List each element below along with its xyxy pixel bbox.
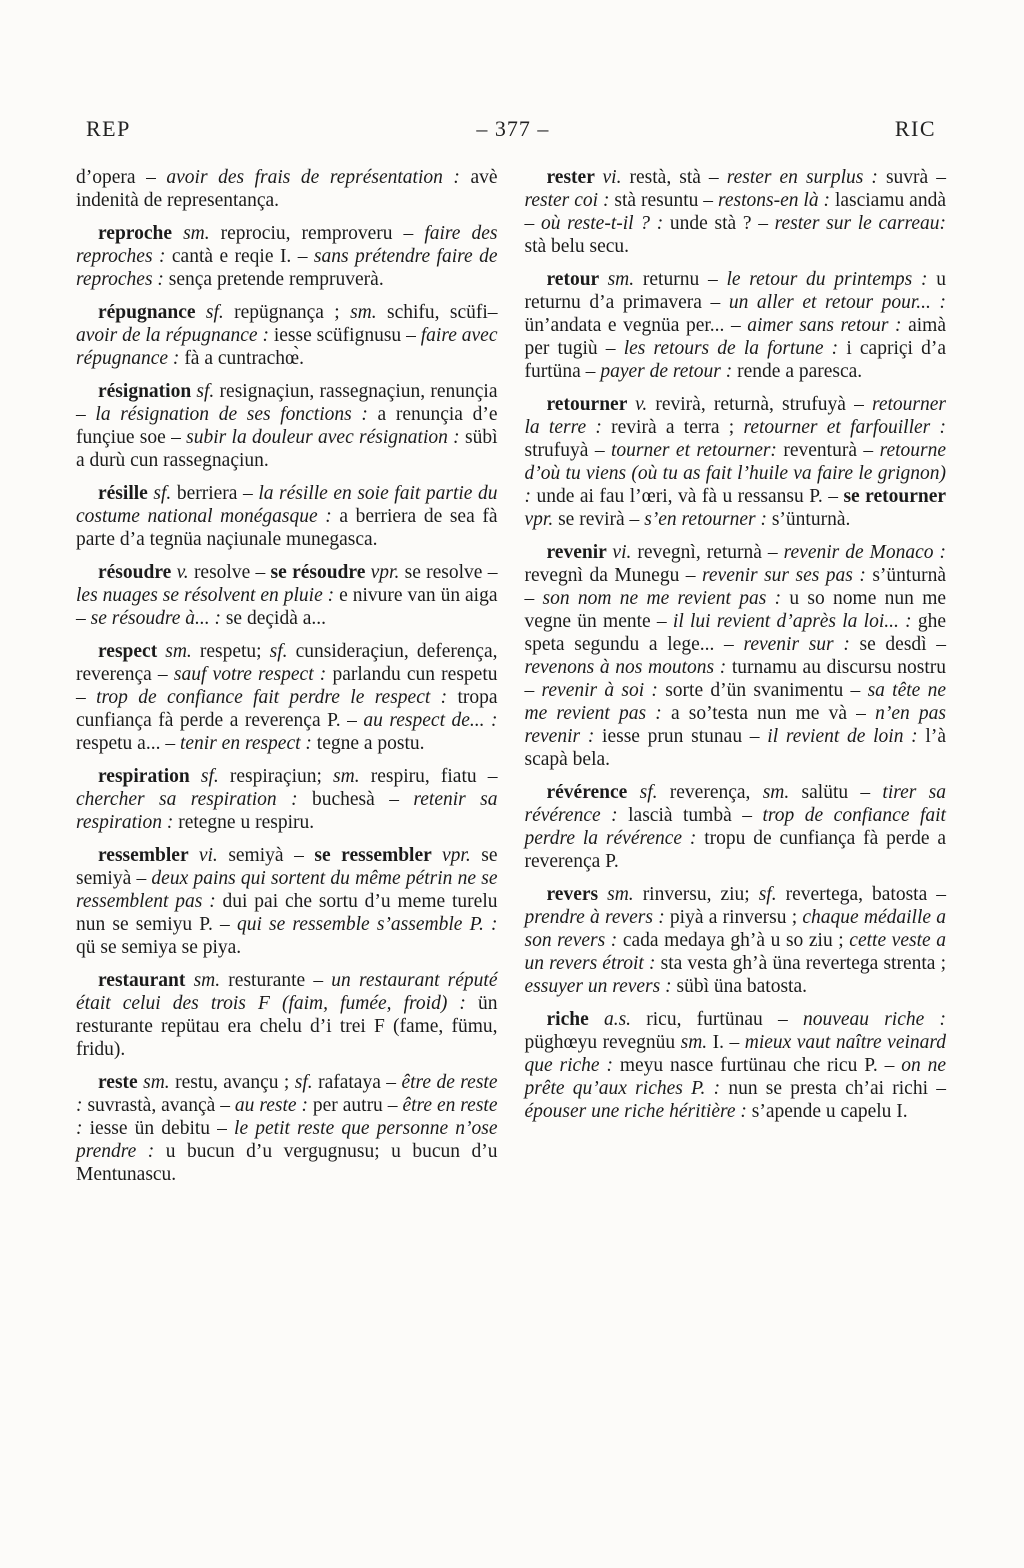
french-phrase: aimer sans retour :	[747, 315, 909, 336]
monegasque-text: repügnança ;	[234, 302, 351, 323]
monegasque-text: ricu, furtünau –	[646, 1009, 803, 1030]
monegasque-text: l’à scapà bela.	[524, 726, 946, 770]
headword: résille	[98, 483, 154, 504]
headword: rester	[546, 167, 603, 188]
french-phrase: qui se ressemble s’assemble P. :	[236, 914, 498, 935]
french-phrase: sm.	[680, 1032, 713, 1053]
monegasque-text: restu, avançu ;	[175, 1072, 295, 1093]
french-phrase: rester coi :	[524, 190, 615, 211]
french-phrase: sm.	[165, 641, 200, 662]
monegasque-text: a renunçia d’e funçiue soe –	[76, 404, 498, 448]
french-phrase: le petit reste que personne n’ose prendre :	[76, 1118, 498, 1162]
monegasque-text: iesse prun stunau –	[602, 726, 768, 747]
left-column	[76, 166, 498, 1196]
headword: revers	[546, 884, 608, 905]
monegasque-text: returnu –	[642, 269, 727, 290]
entry-resoudre	[76, 561, 498, 630]
french-phrase: faire des reproches :	[76, 223, 498, 267]
french-phrase: un aller et retour pour... :	[728, 292, 946, 313]
french-phrase: a.s.	[603, 1009, 647, 1030]
monegasque-text: d’opera –	[76, 167, 167, 188]
french-phrase: la résignation de ses fonctions :	[95, 404, 378, 425]
french-phrase: les retours de la fortune :	[623, 338, 847, 359]
monegasque-text: reventurà –	[783, 440, 880, 461]
headword: se résoudre	[270, 562, 371, 583]
french-phrase: vpr.	[524, 509, 559, 530]
monegasque-text: parlandu cun respetu –	[76, 664, 498, 708]
monegasque-text: unde stà ? –	[669, 213, 775, 234]
text-columns	[76, 166, 946, 1196]
french-phrase: au reste :	[234, 1095, 313, 1116]
monegasque-text: s’apende u capelu I.	[751, 1101, 908, 1122]
monegasque-text: salütu –	[801, 782, 883, 803]
monegasque-text: nun se presta ch’ai richi –	[728, 1078, 946, 1099]
monegasque-text: ün resturante repütau era chelu d’i trei F (fame, fümu, fridu).	[76, 993, 498, 1060]
monegasque-text: revirà a terra ;	[611, 417, 744, 438]
french-phrase: le retour du printemps :	[726, 269, 937, 290]
monegasque-text: qü se semiya se piya.	[76, 937, 242, 958]
monegasque-text: tegne a postu.	[316, 733, 425, 754]
monegasque-text: ghe speta segundu a lege... –	[524, 611, 946, 655]
monegasque-text: stà resuntu –	[614, 190, 718, 211]
entry-reverence	[525, 781, 947, 873]
french-phrase: sm.	[333, 766, 371, 787]
french-phrase: avoir des frais de représentation :	[166, 167, 471, 188]
french-phrase: vpr.	[370, 562, 405, 583]
monegasque-text: schifu, scüfi–	[386, 302, 498, 323]
monegasque-text: respiraçiun;	[229, 766, 334, 787]
french-phrase: sm.	[183, 223, 221, 244]
headword: respect	[98, 641, 166, 662]
monegasque-text: restà, stà –	[629, 167, 727, 188]
headword: reste	[98, 1072, 144, 1093]
french-phrase: on ne prête qu’aux riches P. :	[524, 1055, 947, 1099]
monegasque-text: unde ai fau l’œri, và fà u ressansu P. –	[536, 486, 844, 507]
french-phrase: il revient de loin :	[767, 726, 926, 747]
monegasque-text: rafataya –	[318, 1072, 402, 1093]
headword: retourner	[546, 394, 636, 415]
french-phrase: avoir de la répugnance :	[76, 325, 274, 346]
monegasque-text: ün’andata e vegnüa per... –	[524, 315, 748, 336]
monegasque-text: dui pai che sortu d’u meme turelu nun se semiyu P. –	[76, 891, 498, 935]
monegasque-text: püghœyu revegnüu	[524, 1032, 681, 1053]
monegasque-text: i capriçi d’a furtüna –	[524, 338, 946, 382]
monegasque-text: reprociu, remproveru –	[220, 223, 425, 244]
french-phrase: revenir à soi :	[541, 680, 666, 701]
entry-resignation	[76, 380, 498, 472]
monegasque-text: e nivure van ün aiga –	[76, 585, 498, 629]
french-phrase: sf.	[196, 381, 220, 402]
guide-word-left: REP	[86, 116, 131, 141]
guide-word-right: RIC	[894, 116, 936, 141]
monegasque-text: cada medaya gh’à u so ziu ;	[622, 930, 850, 951]
page-header	[86, 116, 936, 142]
entry-respect	[76, 640, 498, 755]
monegasque-text: piyà a rinversu ;	[669, 907, 803, 928]
french-phrase: tirer sa révérence :	[524, 782, 946, 826]
headword: reproche	[98, 223, 184, 244]
headword: se retourner	[843, 486, 946, 507]
french-phrase: sm.	[350, 302, 387, 323]
monegasque-text: revegnì da Munegu –	[524, 565, 703, 586]
monegasque-text: iesse ün debitu –	[89, 1118, 235, 1139]
monegasque-text: retegne u respiru.	[178, 812, 315, 833]
french-phrase: il lui revient d’après la loi... :	[672, 611, 918, 632]
french-phrase: chaque médaille a son revers :	[524, 907, 946, 951]
monegasque-text: s’ünturnà –	[524, 565, 946, 609]
french-phrase: se résoudre à... :	[90, 608, 226, 629]
monegasque-text: suvrà –	[885, 167, 946, 188]
headword: riche	[546, 1009, 604, 1030]
french-phrase: retourne d’où tu viens (où tu as fait l’huile va faire le grignon) :	[524, 440, 947, 507]
right-column	[525, 166, 947, 1196]
monegasque-text: turnamu au discursu nostru –	[524, 657, 946, 701]
french-phrase: essuyer un revers :	[524, 976, 677, 997]
headword: révérence	[546, 782, 640, 803]
french-phrase: revenir sur :	[743, 634, 860, 655]
french-phrase: nouveau riche :	[802, 1009, 946, 1030]
french-phrase: sans prétendre faire de reproches :	[76, 246, 498, 290]
french-phrase: épouser une riche héritière :	[524, 1101, 752, 1122]
french-phrase: sf.	[200, 766, 230, 787]
french-phrase: faire avec répugnance :	[76, 325, 498, 369]
french-phrase: s’en retourner :	[644, 509, 772, 530]
entry-rester	[525, 166, 947, 258]
entry-respiration	[76, 765, 498, 834]
french-phrase: cette veste a un revers étroit :	[524, 930, 946, 974]
monegasque-text: avè indenità de representança.	[76, 167, 498, 211]
french-phrase: mieux vaut naître veinard que riche :	[524, 1032, 947, 1076]
french-phrase: être en reste :	[76, 1095, 498, 1139]
monegasque-text: se desdì –	[859, 634, 947, 655]
monegasque-text: I. –	[712, 1032, 745, 1053]
french-phrase: retourner la terre :	[524, 394, 946, 438]
monegasque-text: iesse scüfignusu –	[273, 325, 421, 346]
monegasque-text: berriera –	[176, 483, 259, 504]
monegasque-text: a so’testa nun me và –	[670, 703, 876, 724]
french-phrase: revenir sur ses pas :	[702, 565, 873, 586]
entry-d-opera-continuation	[76, 166, 498, 212]
french-phrase: revenir de Monaco :	[783, 542, 946, 563]
french-phrase: v.	[635, 394, 656, 415]
monegasque-text: a berriera de sea fà parte d’a tegnüa naçiunale munegasca.	[76, 506, 498, 550]
monegasque-text: sübì üna batosta.	[676, 976, 808, 997]
monegasque-text: respetu a... –	[76, 733, 180, 754]
entry-resille	[76, 482, 498, 551]
french-phrase: vi.	[198, 845, 229, 866]
monegasque-text: fà a cuntrachœ̀.	[184, 348, 304, 369]
headword: répugnance	[98, 302, 206, 323]
french-phrase: retenir sa respiration :	[76, 789, 498, 833]
monegasque-text: rinversu, ziu;	[642, 884, 759, 905]
monegasque-text: meyu nasce furtünau che ricu P. –	[619, 1055, 902, 1076]
monegasque-text: u bucun d’u vergugnusu; u bucun d’u Mentunascu.	[76, 1141, 498, 1185]
entry-restaurant	[76, 969, 498, 1061]
monegasque-text: se resolve –	[404, 562, 498, 583]
entry-reproche	[76, 222, 498, 291]
monegasque-text: resolve –	[193, 562, 271, 583]
french-phrase: n’en pas revenir :	[524, 703, 946, 747]
french-phrase: sa tête ne me revient pas :	[524, 680, 947, 724]
entry-revenir	[525, 541, 947, 771]
headword: ressembler	[98, 845, 199, 866]
french-phrase: v.	[176, 562, 194, 583]
monegasque-text: se deçidà a...	[225, 608, 327, 629]
french-phrase: sf.	[269, 641, 296, 662]
monegasque-text: aimà per tugiù –	[524, 315, 946, 359]
monegasque-text: sübì a durù cun rassegnaçiun.	[76, 427, 498, 471]
monegasque-text: sença pretende rempruverà.	[168, 269, 384, 290]
headword: respiration	[98, 766, 201, 787]
french-phrase: prendre à revers :	[524, 907, 670, 928]
french-phrase: tourner et retourner:	[611, 440, 784, 461]
monegasque-text: rende a paresca.	[737, 361, 863, 382]
entry-retourner	[525, 393, 947, 531]
french-phrase: revenons à nos moutons :	[524, 657, 732, 678]
monegasque-text: semiyà –	[228, 845, 315, 866]
monegasque-text: lascià tumbà –	[628, 805, 763, 826]
entry-ressembler	[76, 844, 498, 959]
entry-riche	[525, 1008, 947, 1123]
monegasque-text: cantà e reqie I. –	[171, 246, 314, 267]
monegasque-text: strufuyà –	[524, 440, 611, 461]
headword: résignation	[98, 381, 197, 402]
monegasque-text: per autru –	[312, 1095, 403, 1116]
monegasque-text: se semiyà –	[76, 845, 498, 889]
french-phrase: vi.	[602, 167, 630, 188]
monegasque-text: tropa cunfiança fà perde a reverença P. –	[76, 687, 498, 731]
monegasque-text: s’ünturnà.	[771, 509, 851, 530]
headword: revenir	[546, 542, 613, 563]
french-phrase: où reste-t-il ? :	[540, 213, 670, 234]
monegasque-text: suvrastà, avançà –	[87, 1095, 235, 1116]
monegasque-text: sorte d’ün svanimentu –	[665, 680, 868, 701]
monegasque-text: respetu;	[199, 641, 270, 662]
monegasque-text: respiru, fiatu –	[370, 766, 498, 787]
french-phrase: trop de confiance fait perdre le respect :	[96, 687, 458, 708]
french-phrase: être de reste :	[76, 1072, 498, 1116]
french-phrase: restons-en là :	[717, 190, 835, 211]
monegasque-text: resturante –	[228, 970, 332, 991]
french-phrase: chercher sa respiration :	[76, 789, 312, 810]
french-phrase: la résille en soie fait partie du costume national monégasque :	[76, 483, 498, 527]
headword: se ressembler	[314, 845, 442, 866]
french-phrase: vpr.	[441, 845, 482, 866]
headword: restaurant	[98, 970, 194, 991]
page-number: – 377 –	[476, 116, 550, 141]
entry-reste	[76, 1071, 498, 1186]
french-phrase: un restaurant réputé était celui des trois F (faim, fumée, froid) :	[76, 970, 498, 1014]
monegasque-text: resignaçiun, rassegnaçiun, renunçia –	[76, 381, 498, 425]
french-phrase: sf.	[294, 1072, 319, 1093]
french-phrase: vi.	[612, 542, 638, 563]
headword: résoudre	[98, 562, 177, 583]
entry-retour	[525, 268, 947, 383]
french-phrase: payer de retour :	[600, 361, 738, 382]
french-phrase: trop de confiance fait perdre la révérence :	[524, 805, 946, 849]
french-phrase: retourner et farfouiller :	[743, 417, 946, 438]
monegasque-text: revirà, returnà, strufuyà –	[655, 394, 872, 415]
monegasque-text: stà belu secu.	[524, 236, 630, 257]
french-phrase: sf.	[639, 782, 670, 803]
french-phrase: sf.	[758, 884, 786, 905]
monegasque-text: se revirà –	[558, 509, 645, 530]
french-phrase: sm.	[193, 970, 229, 991]
french-phrase: sm.	[762, 782, 802, 803]
french-phrase: subir la douleur avec résignation :	[186, 427, 465, 448]
french-phrase: sf.	[205, 302, 235, 323]
monegasque-text: buchesà –	[312, 789, 414, 810]
monegasque-text: lasciamu andà –	[524, 190, 946, 234]
monegasque-text: u returnu d’a primavera –	[524, 269, 946, 313]
french-phrase: sf.	[153, 483, 177, 504]
monegasque-text: cunsideraçiun, deferença, reverença –	[76, 641, 498, 685]
french-phrase: sm.	[607, 884, 643, 905]
monegasque-text: u so nome nun me vegne ün mente –	[524, 588, 947, 632]
french-phrase: sm.	[143, 1072, 176, 1093]
monegasque-text: revegnì, returnà –	[637, 542, 784, 563]
french-phrase: au respect de... :	[363, 710, 498, 731]
monegasque-text: reverença,	[669, 782, 763, 803]
headword: retour	[546, 269, 608, 290]
monegasque-text: revertega, batosta –	[785, 884, 947, 905]
french-phrase: son nom ne me revient pas :	[542, 588, 790, 609]
monegasque-text: tropu de cunfiança fà perde a reverença P.	[524, 828, 946, 872]
french-phrase: sm.	[607, 269, 643, 290]
french-phrase: sauf votre respect :	[173, 664, 333, 685]
entry-repugnance	[76, 301, 498, 370]
french-phrase: tenir en respect :	[179, 733, 317, 754]
french-phrase: les nuages se résolvent en pluie :	[76, 585, 340, 606]
french-phrase: rester en surplus :	[726, 167, 886, 188]
french-phrase: rester sur le carreau:	[774, 213, 946, 234]
monegasque-text: sta vesta gh’à üna revertega strenta ;	[660, 953, 947, 974]
entry-revers	[525, 883, 947, 998]
french-phrase: deux pains qui sortent du même pétrin ne se ressemblent pas :	[76, 868, 498, 912]
